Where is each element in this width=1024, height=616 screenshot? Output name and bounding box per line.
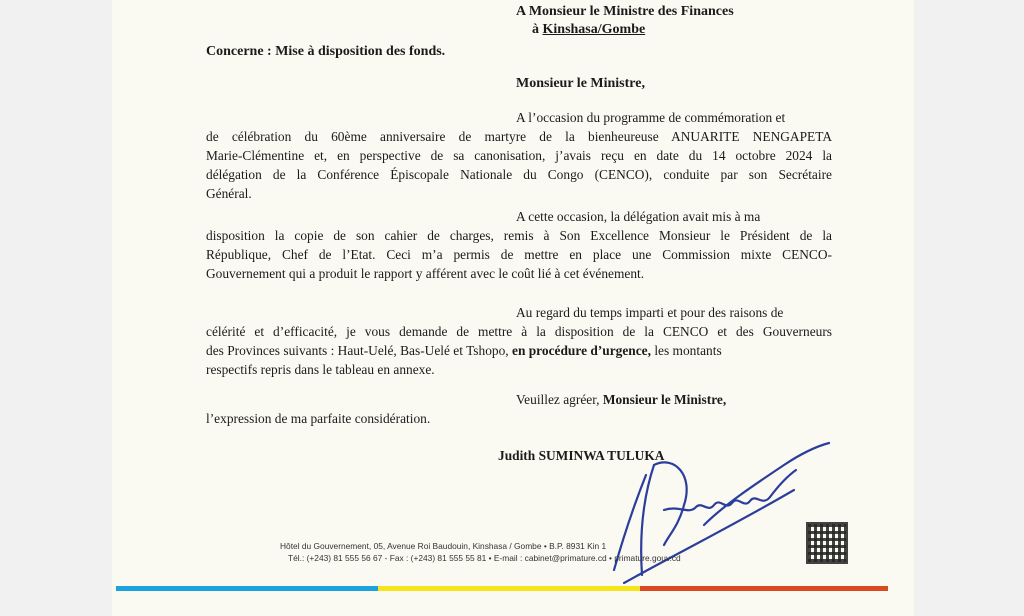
paragraph-1 [206, 108, 832, 203]
paragraph-3-line-4: respectifs repris dans le tableau en annexe. [206, 362, 435, 377]
recipient-prefix: à [532, 22, 543, 37]
letter-page [112, 0, 914, 616]
paragraph-3-line-3 [206, 341, 832, 360]
closing-line-1-start: Veuillez agréer, [516, 392, 603, 407]
paragraph-3-line-3-start: des Provinces suivants : Haut-Uelé, Bas-Uelé et Tshopo, [206, 343, 512, 358]
closing-line-1 [206, 390, 832, 409]
recipient-place: Kinshasa/Gombe [542, 22, 646, 37]
paragraph-3 [206, 303, 832, 379]
paragraph-1-line-5: Général. [206, 186, 252, 201]
paragraph-3-line-2: célérité et d’efficacité, je vous demande de mettre à la disposition de la CENCO et des Gouverneurs [206, 324, 832, 339]
paragraph-2-line-3: République, Chef de l’Etat. Ceci m’a permis de mettre en place une Commission mixte CENCO- [206, 247, 832, 262]
signatory-name: Judith SUMINWA TULUKA [498, 448, 665, 463]
closing-line-2: l’expression de ma parfaite considération. [206, 411, 431, 426]
flag-stripe-blue [116, 586, 378, 591]
flag-stripe-yellow [378, 586, 640, 591]
paragraph-1-line-2: de célébration du 60ème anniversaire de martyre de la bienheureuse ANUARITE NENGAPETA [206, 129, 832, 144]
recipient-line-1: A Monsieur le Ministre des Finances [516, 4, 734, 19]
right-margin-background [914, 0, 1024, 616]
subject-line: Concerne : Mise à disposition des fonds. [206, 44, 446, 59]
qr-code-icon [808, 524, 846, 562]
left-margin-background [0, 0, 112, 616]
urgent-procedure-text: en procédure d’urgence, [512, 343, 651, 358]
footer-contacts: Tél.: (+243) 81 555 56 67 - Fax : (+243) 81 555 55 81 • E-mail : cabinet@primature.cd • primature.gouv.cd [288, 553, 681, 563]
paragraph-1-line-3: Marie-Clémentine et, en perspective de sa canonisation, j’avais reçu en date du 14 octobre 2024 la [206, 148, 832, 163]
salutation: Monsieur le Ministre, [516, 76, 645, 91]
paragraph-1-line-1: A l’occasion du programme de commémoration et [516, 110, 786, 125]
paragraph-3-line-1: Au regard du temps imparti et pour des raisons de [516, 305, 784, 320]
flag-stripe-red [640, 586, 888, 591]
recipient-line-2 [532, 22, 645, 38]
paragraph-2-line-4: Gouvernement qui a produit le rapport y afférent avec le coût lié à cet événement. [206, 266, 645, 281]
paragraph-1-line-4: délégation de la Conférence Épiscopale Nationale du Congo (CENCO), conduite par son Secrétaire [206, 167, 832, 182]
paragraph-2-line-2: disposition la copie de son cahier de charges, remis à Son Excellence Monsieur le Président de la [206, 228, 832, 243]
paragraph-3-line-3-end: les montants [650, 343, 722, 358]
paragraph-2 [206, 207, 832, 283]
footer-address: Hôtel du Gouvernement, 05, Avenue Roi Baudouin, Kinshasa / Gombe • B.P. 8931 Kin 1 [280, 541, 607, 551]
paragraph-2-line-1: A cette occasion, la délégation avait mis à ma [516, 209, 761, 224]
closing-formula [206, 390, 832, 428]
closing-recipient-title: Monsieur le Ministre, [602, 392, 727, 407]
